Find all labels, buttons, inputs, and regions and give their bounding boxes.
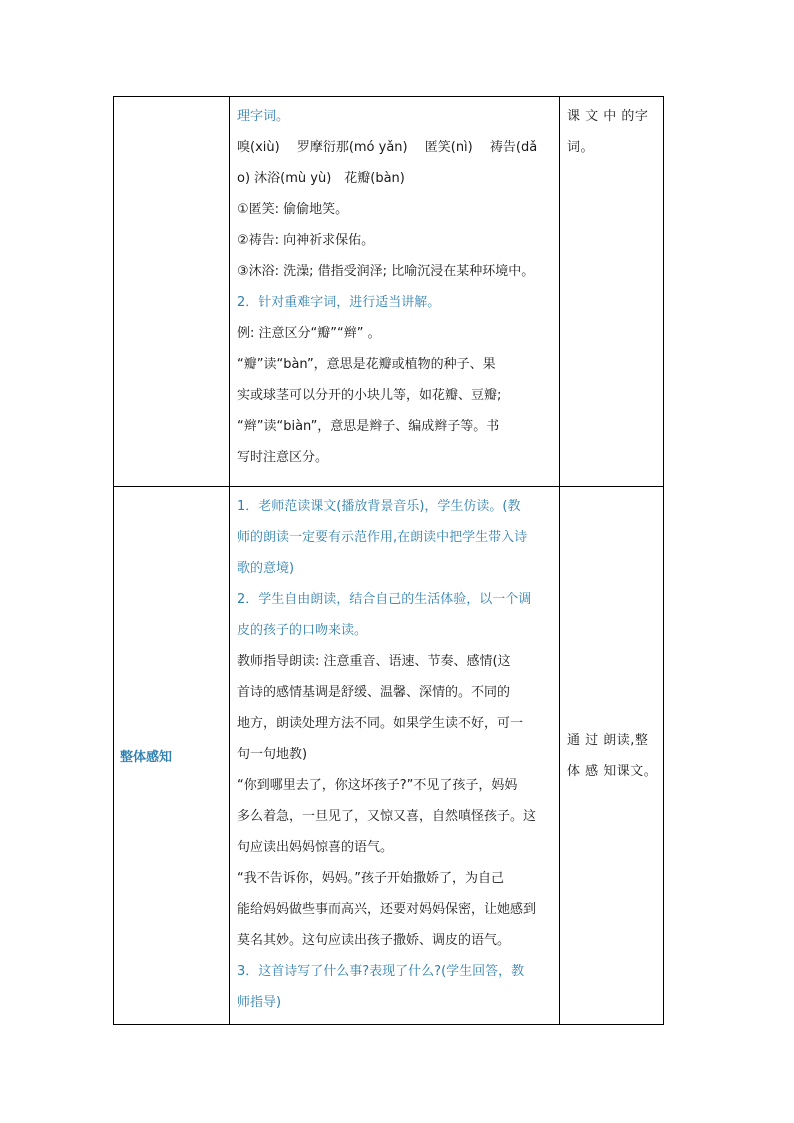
- text-line: o) 沐浴(mù yù) 花瓣(bàn): [237, 171, 405, 186]
- text-line: ③沐浴: 洗澡; 借指受润泽; 比喻沉浸在某种环境中。: [237, 264, 535, 279]
- text-line: 1．老师范读课文(播放背景音乐)，学生仿读。(教: [237, 499, 521, 514]
- text-line: 句一句地教): [237, 747, 308, 762]
- text-line: “你到哪里去了，你这坏孩子?”不见了孩子，妈妈: [237, 778, 518, 793]
- note-cell: [560, 97, 664, 487]
- text-line: 地方，朗读处理方法不同。如果学生读不好，可一: [237, 716, 524, 731]
- text-line: ①匿笑: 偷偷地笑。: [237, 202, 349, 217]
- lesson-table: [113, 96, 664, 1025]
- text-line: 皮的孩子的口吻来读。: [237, 623, 368, 638]
- text-line: 歌的意境): [237, 561, 295, 576]
- note-lines: [560, 725, 663, 787]
- text-line: 写时注意区分。: [237, 450, 329, 465]
- text-line: 3．这首诗写了什么事?表现了什么?(学生回答，教: [237, 964, 525, 979]
- text-line: 首诗的感情基调是舒缓、温馨、深情的。不同的: [237, 685, 511, 700]
- content-cell: [230, 487, 560, 1025]
- note-line: 通 过 朗读,整: [567, 732, 649, 748]
- text-line: 教师指导朗读: 注意重音、语速、节奏、感情(这: [237, 654, 511, 669]
- row-label-cell: [114, 97, 230, 487]
- text-line: 句应读出妈妈惊喜的语气。: [237, 840, 394, 855]
- text-line: ②祷告: 向神祈求保佑。: [237, 233, 375, 248]
- row-label-cell: [114, 487, 230, 1025]
- content-lines: [230, 97, 559, 479]
- text-line: 2．针对重难字词，进行适当讲解。: [237, 295, 441, 310]
- text-line: “瓣”读“bàn”，意思是花瓣或植物的种子、果: [237, 357, 496, 372]
- text-line: “我不告诉你，妈妈。”孩子开始撒娇了，为自己: [237, 871, 504, 886]
- text-line: 2．学生自由朗读，结合自己的生活体验，以一个调: [237, 592, 532, 607]
- note-line: 词。: [567, 140, 595, 155]
- text-line: 师指导): [237, 995, 282, 1010]
- text-line: 能给妈妈做些事而高兴，还要对妈妈保密，让她感到: [237, 902, 537, 917]
- text-line: 多么着急，一旦见了，又惊又喜，自然嗔怪孩子。这: [237, 809, 537, 824]
- note-line: 体 感 知课文。: [567, 763, 658, 779]
- content-cell: [230, 97, 560, 487]
- text-line: 嗅(xiù) 罗摩衍那(mó yǎn) 匿笑(nì) 祷告(dǎ: [237, 140, 538, 155]
- note-lines: [560, 97, 663, 163]
- note-line: 课 文 中 的字: [567, 109, 649, 124]
- text-line: “辫”读“biàn”，意思是辫子、编成辫子等。书: [237, 419, 500, 434]
- content-lines: [230, 487, 559, 1024]
- table-row: [114, 487, 664, 1025]
- text-line: 莫名其妙。这句应读出孩子撒娇、调皮的语气。: [237, 933, 511, 948]
- row-label: 整体感知: [120, 750, 173, 765]
- text-line: 师的朗读一定要有示范作用,在朗读中把学生带入诗: [237, 530, 528, 545]
- table-row: [114, 97, 664, 487]
- text-line: 理字词。: [237, 109, 290, 124]
- text-line: 例: 注意区分“瓣”“辫” 。: [237, 326, 381, 341]
- text-line: 实或球茎可以分开的小块儿等，如花瓣、豆瓣;: [237, 388, 502, 403]
- note-cell: [560, 487, 664, 1025]
